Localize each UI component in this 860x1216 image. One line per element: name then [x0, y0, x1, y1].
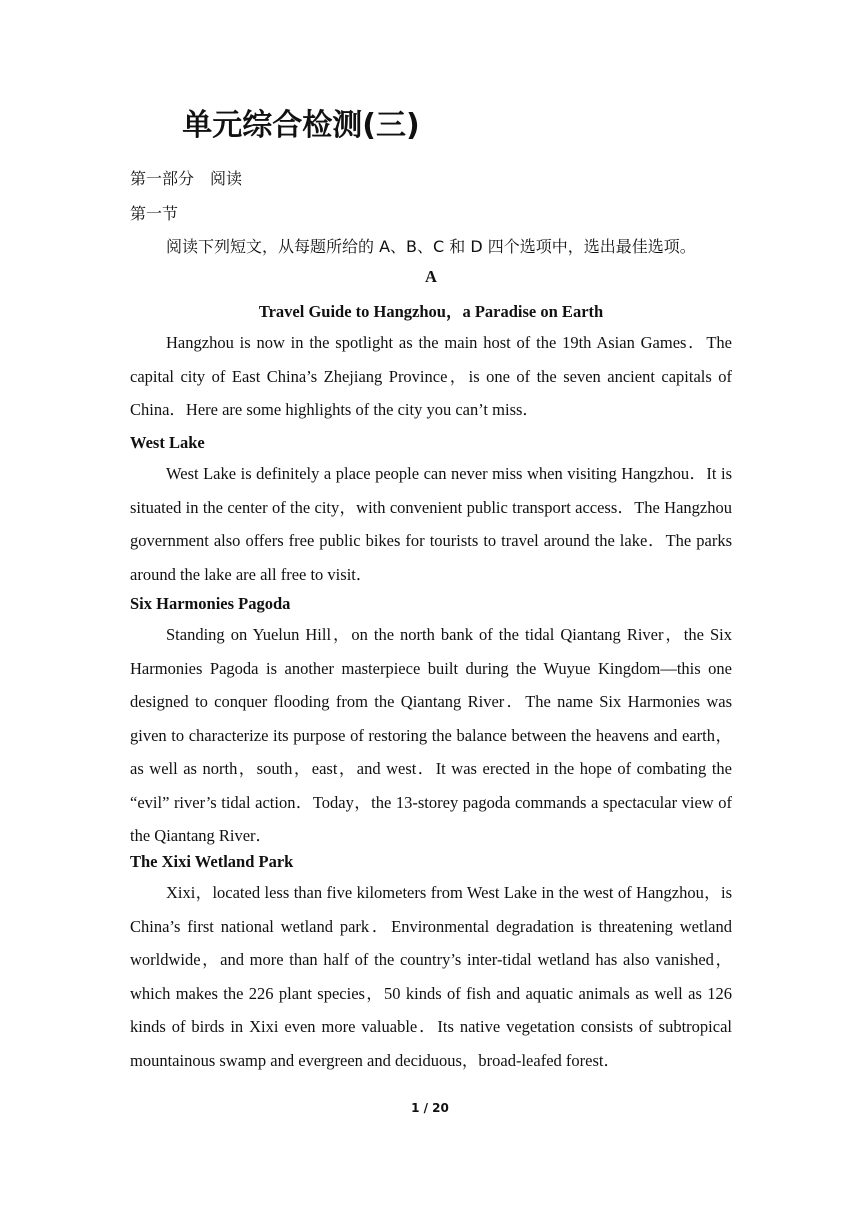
part-heading: 第一部分 阅读 — [130, 169, 243, 188]
document-title: 单元综合检测(三) — [182, 108, 420, 143]
section-heading: 第一节 — [130, 204, 179, 223]
paragraph-west-lake: West Lake is definitely a place people can never miss when visiting Hangzhou．It is situated in the center of the city，with convenient public transport access．The Hangzhou government also offers free public bikes for tourists to travel around the lake．The parks around the lake are all free to visit． — [130, 464, 732, 584]
section-heading-xixi: The Xixi Wetland Park — [130, 852, 294, 871]
section-heading-six-harmonies: Six Harmonies Pagoda — [130, 594, 291, 613]
passage-title: Travel Guide to Hangzhou，a Paradise on Earth — [258, 302, 604, 321]
paragraph-xixi: Xixi，located less than five kilometers from West Lake in the west of Hangzhou，is China’s first national wetland park．Environmental degradation is threatening wetland worldwide，and more than half of the country’s inter-tidal wetland has also vanished，which makes the 226 plant species，50 kinds of fish and aquatic animals as well as 126 kinds of birds in Xixi even more valuable．Its native vegetation consists of subtropical mountainous swamp and evergreen and deciduous，broad-leafed forest． — [130, 883, 732, 1070]
page-number: 1 / 20 — [411, 1101, 449, 1115]
instruction-text: 阅读下列短文，从每题所给的 A、B、C 和 D 四个选项中，选出最佳选项。 — [166, 237, 696, 256]
paragraph-six-harmonies: Standing on Yuelun Hill，on the north bank of the tidal Qiantang River，the Six Harmonies Pagoda is another masterpiece built during the Wuyue Kingdom—this one designed to conquer flooding from the Qiantang River．The name Six Harmonies was given to characterize its purpose of restoring the balance between the heavens and earth，as well as north，south，east，and west．It was erected in the hope of combating the “evil” river’s tidal action．Today，the 13-storey pagoda commands a spectacular view of the Qiantang River． — [130, 625, 732, 845]
passage-label: A — [425, 267, 437, 286]
section-heading-west-lake: West Lake — [130, 433, 205, 452]
intro-paragraph: Hangzhou is now in the spotlight as the main host of the 19th Asian Games．The capital city of East China’s Zhejiang Province，is one of the seven ancient capitals of China．Here are some highlights of the city you can’t miss． — [130, 333, 732, 419]
